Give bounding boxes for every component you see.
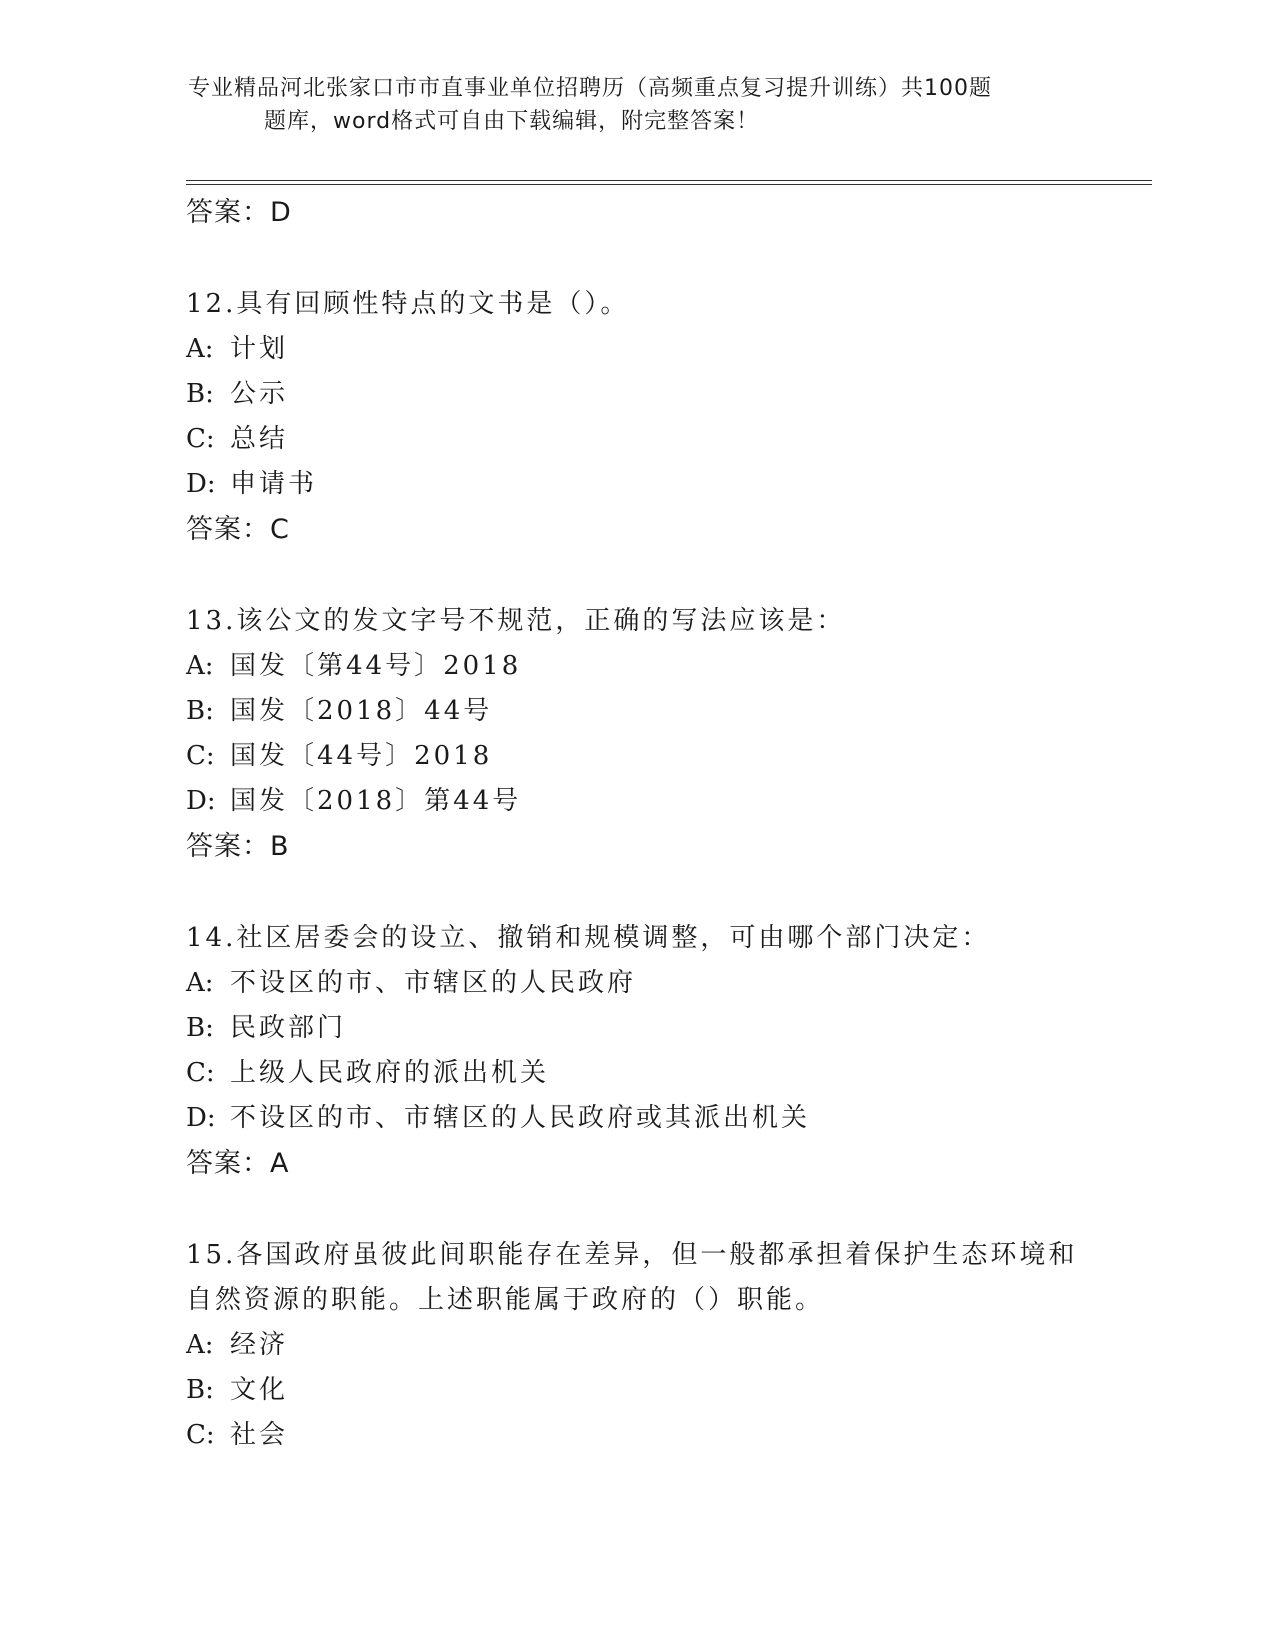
option-b: B: 民政部门 <box>186 1013 347 1043</box>
header-line-1: 专业精品河北张家口市市直事业单位招聘历（高频重点复习提升训练）共100题 <box>188 76 992 101</box>
option-b: B: 公示 <box>186 379 289 409</box>
question-text: 14.社区居委会的设立、撤销和规模调整，可由哪个部门决定： <box>186 923 991 953</box>
option-a: A: 国发〔第44号〕2018 <box>186 651 522 681</box>
question-text-line-2: 自然资源的职能。上述职能属于政府的（）职能。 <box>186 1285 825 1315</box>
option-d: D: 国发〔2018〕第44号 <box>186 786 522 816</box>
question-14 <box>186 916 1086 1186</box>
answer: 答案：A <box>186 1148 290 1179</box>
option-c: C: 总结 <box>186 424 289 454</box>
answer-q11: 答案：D <box>186 197 292 228</box>
option-c: C: 国发〔44号〕2018 <box>186 741 493 771</box>
answer: 答案：C <box>186 514 290 545</box>
question-15 <box>186 1233 1086 1458</box>
document-header <box>188 72 1068 138</box>
option-d: D: 不设区的市、市辖区的人民政府或其派出机关 <box>186 1103 811 1133</box>
option-c: C: 社会 <box>186 1420 289 1450</box>
question-text: 12.具有回顾性特点的文书是（）。 <box>186 289 630 319</box>
option-a: A: 计划 <box>186 334 289 364</box>
question-text: 13.该公文的发文字号不规范，正确的写法应该是： <box>186 606 846 636</box>
document-body <box>186 190 1086 1458</box>
option-d: D: 申请书 <box>186 469 318 499</box>
header-rule-bottom <box>186 184 1152 185</box>
option-a: A: 不设区的市、市辖区的人民政府 <box>186 968 637 998</box>
question-text-line-1: 15.各国政府虽彼此间职能存在差异，但一般都承担着保护生态环境和 <box>186 1240 1078 1270</box>
header-line-2: 题库，word格式可自由下载编辑，附完整答案！ <box>264 109 760 134</box>
option-b: B: 国发〔2018〕44号 <box>186 696 493 726</box>
option-b: B: 文化 <box>186 1375 289 1405</box>
question-13 <box>186 599 1086 869</box>
header-rule-top <box>186 180 1152 181</box>
option-a: A: 经济 <box>186 1330 289 1360</box>
answer: 答案：B <box>186 831 290 862</box>
option-c: C: 上级人民政府的派出机关 <box>186 1058 550 1088</box>
question-12 <box>186 282 1086 552</box>
